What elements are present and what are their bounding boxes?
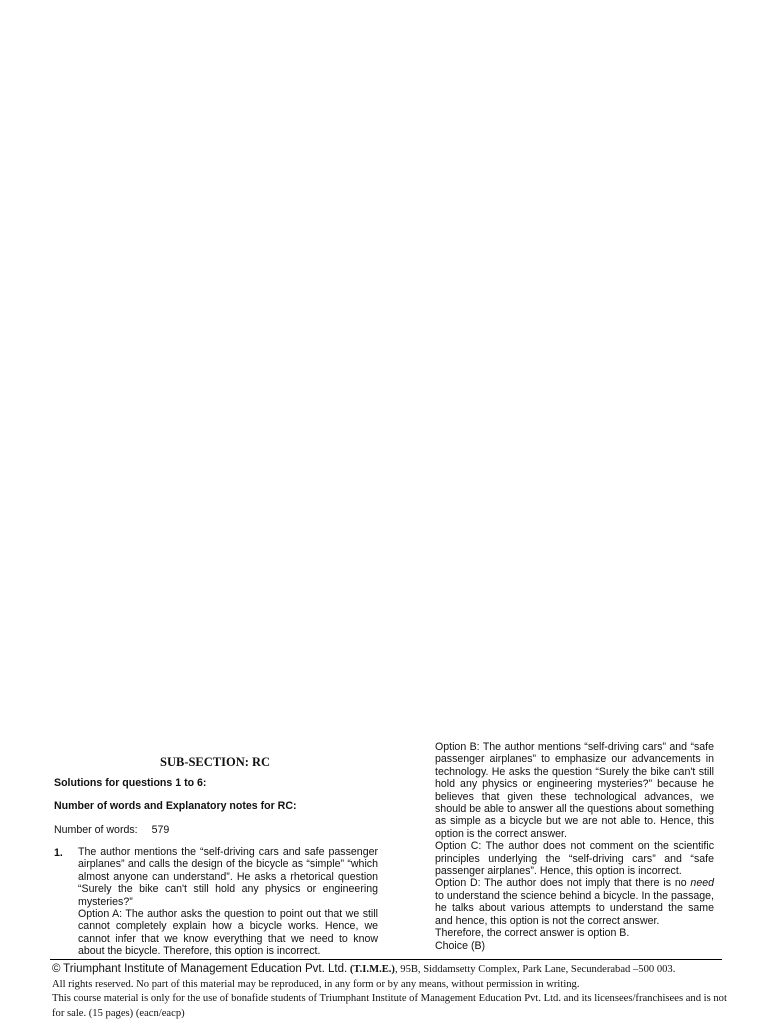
- footer-rights: All rights reserved. No part of this material may be reproduced, in any form or by any means, without permission in writing.: [52, 978, 580, 990]
- company-abbrev: (T.I.M.E.): [349, 964, 395, 975]
- choice-label: Choice: [435, 939, 468, 952]
- question-intro: The author mentions the “self-driving cars and safe passenger airplanes” and calls the design of the bicycle as “simple” “which almost anyone can understand”. He asks a rhetorical question “Surely the bike can't still hold any physics or engineering mysteries?”: [78, 846, 378, 908]
- option-c-explanation: Option C: The author does not comment on the scientific principles underlying the “self-driving cars” and “safe passenger airplanes”. Hence, this option is incorrect.: [435, 840, 714, 878]
- word-count-value: 579: [151, 824, 170, 836]
- company-address: , 95B, Siddamsetty Complex, Park Lane, Secunderabad –500 003.: [394, 964, 676, 975]
- conclusion: Therefore, the correct answer is option B.: [435, 927, 630, 940]
- copyright-symbol: ©: [52, 963, 61, 975]
- option-b-explanation: Option B: The author mentions “self-driving cars” and “safe passenger airplanes” to emphasize our advancements in technology. He asks the question “Surely the bike can't still hold any physics or engineering mysteries?” because he believes that given these technological advances, we should be able to answer all the questions about something as simple as a bicycle but we are not able to. Hence, this option is the correct answer.: [435, 741, 714, 840]
- company-name: Triumphant Institute of Management Education Pvt. Ltd.: [63, 963, 348, 975]
- question-number: 1.: [54, 847, 63, 859]
- section-title: SUB-SECTION: RC: [160, 755, 271, 769]
- notes-heading: Number of words and Explanatory notes for RC:: [54, 800, 297, 812]
- footer-copyright-line: [52, 962, 732, 978]
- choice-value: (B): [470, 939, 486, 952]
- answer-choice: [435, 940, 714, 952]
- emphasis-need: need: [690, 877, 714, 890]
- option-d-explanation: Option D: The author does not imply that there is no need to understand the science behind a bicycle. In the passage, he talks about various attempts to understand the same and hence, this option is not the correct answer.: [435, 877, 714, 927]
- question-1-explanation-left: [78, 846, 378, 958]
- footer-usage: This course material is only for the use of bonafide students of Triumphant Institute of Management Education Pvt. Ltd. and its licensees/franchisees and is not for sale. (15 pages) (eacn/eacp): [52, 993, 727, 1019]
- option-a-explanation: Option A: The author asks the question to point out that we still cannot completely explain how a bicycle works. Hence, we cannot infer that we know everything that we need to know about the bicycle. Therefore, this option is incorrect.: [78, 908, 378, 958]
- question-1-explanation-right: [435, 741, 714, 952]
- word-count: [54, 824, 169, 836]
- footer: [52, 962, 732, 1021]
- solutions-heading: Solutions for questions 1 to 6:: [54, 777, 207, 789]
- footer-divider: [50, 959, 722, 960]
- word-count-label: Number of words:: [54, 824, 138, 836]
